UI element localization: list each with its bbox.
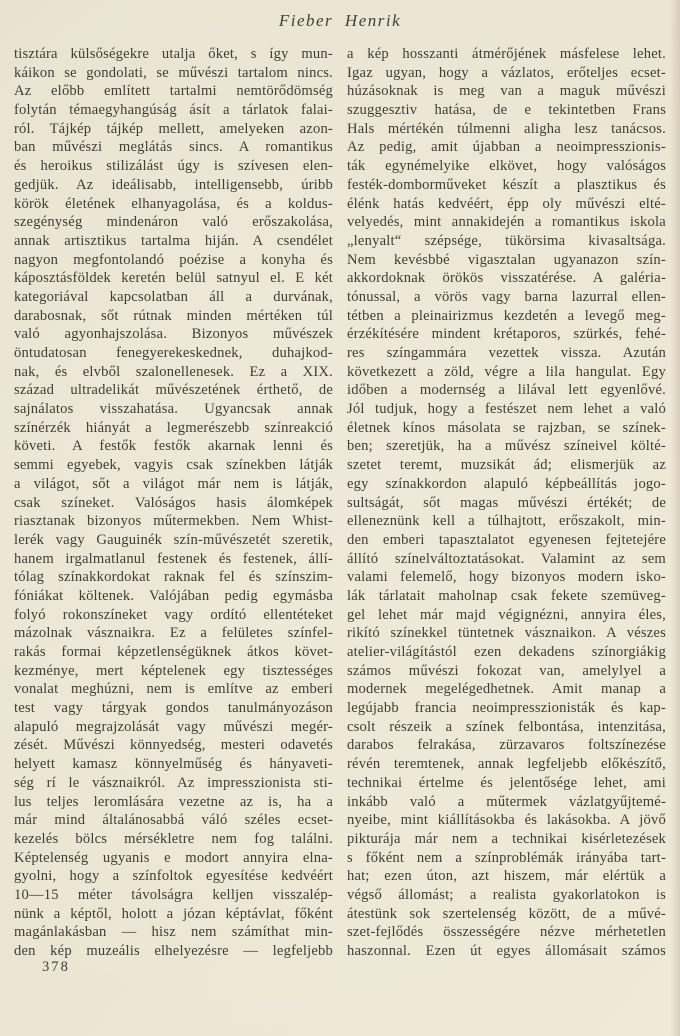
text-line: élénk hatás kedvéért, épp oly művészi elté- [347,195,666,212]
text-line: szet-fejlődés összességére nézve mérhetetlen [347,924,666,941]
text-line: folytán témaegyhangúság ásít a tárlatok falai- [14,102,333,119]
text-line: Hals mértékén túlmenni aligha lesz tanácsos. [347,120,666,137]
text-line: hat; ezen úton, azt hiszem, már elértük a [347,868,666,885]
text-line: haszonnal. Ezen út egyes állomásait számos [347,943,666,959]
text-line: életnek kínos másolata se rajzban, se színek- [347,419,666,436]
text-line: körök életének elhanyagolása, és a koldus- [14,195,333,212]
text-line: szegénység mindenáron való erőszakolása, [14,214,333,231]
text-line: egy színakkordon alapuló képbeállítás jogo- [347,475,666,492]
text-line: rakás formai képzetlenségüknek átkos követ- [14,644,333,660]
text-line: számos művészi fokozat van, amelylyel a [347,662,666,679]
text-line: atelier-világítástól ezen dekadens színorgiákig [347,644,666,660]
text-line: gyolni, hogy a színfoltok egyesítése kedvéért [14,868,333,885]
text-line: a kép hosszanti átmérőjének másfelese lehet. [347,46,666,62]
text-line: den emberi tapasztalatot egyenesen fejtetejére [347,531,666,548]
text-column-left [14,45,333,961]
text-line: darabos felrakása, zürzavaros foltszínezése [347,737,666,754]
text-line: lák tárlatait maholnap csak fekete szemüveg- [347,587,666,604]
text-line: 10—15 méter távolságra kelljen visszalép- [14,886,333,903]
text-line: nünk a képtől, holott a józan képtávlat, főként [14,905,333,922]
text-line: sajnálatos visszahatása. Ugyancsak annak [14,401,333,418]
text-line: res színgammára vezettek vissza. Azután [347,345,666,361]
text-line: Képtelenség ugyanis e modort annyira elna- [14,849,333,866]
text-line: tónussal, a vörös vagy barna lazurral ellen- [347,288,666,305]
text-line: helyett kamasz könnyelműség és hányaveti- [14,756,333,773]
text-line: annak artisztikus tartalma hiján. A csendélet [14,232,333,249]
text-line: ben; szeretjük, ha a művész színeivel költé- [347,438,666,455]
text-line: ról. Tájkép tájkép mellett, amelyeken azon- [14,120,333,137]
text-line: magánlakásban — hisz nem számíthat min- [14,924,333,941]
text-line: nyeibe, mint kiállításokba és lakásokba. A jövő [347,812,666,829]
text-line: révén teremtenek, annak legfeljebb előkészítő, [347,756,666,773]
text-line: állító színelváltoztatásokat. Valamint az sem [347,550,666,567]
text-line: pikturája már nem a technikai kisérletezések [347,830,666,847]
text-line: Igaz ugyan, hogy a vázlatos, erőteljes ecset- [347,64,666,81]
text-line: lerék vagy Gauguinék szín-művészetét szeretik, [14,531,333,548]
text-line: sultságát, sőt magas művészi értékét; de [347,494,666,511]
text-line: század ultradelikát művészetének érthető, de [14,382,333,399]
text-line: káposztásföldek keretén belül satnyul el. E két [14,270,333,287]
text-line: kategoriával kapcsolatban áll a durvának, [14,288,333,305]
text-line: legújabb francia neoimpresszionisták és kap- [347,700,666,717]
text-line: szuggesztiv hatása, de e tekintetben Frans [347,102,666,119]
text-line: nak, és elvből szalonellenesek. Ez a XIX. [14,363,333,380]
text-line: darabosnak, sőt rútnak minden mértéken túl [14,307,333,324]
text-line: velyedés, mint annakidején a romantikus iskola [347,214,666,231]
text-line: követi. A festők festők akarnak lenni és [14,438,333,455]
text-line: végső állomást; a realista gyakorlatokon is [347,886,666,903]
text-line: vonalat meghúzni, nem is említve az emberi [14,681,333,698]
text-line: fóniákat költenek. Valójában pedig egymásba [14,587,333,604]
text-line: semmi egyebek, vagyis csak színekben látják [14,457,333,474]
text-line: tisztára külsőségekre utalja őket, s így mun- [14,46,333,62]
text-line: kezelés bölcs mérsékletre nem fog találni. [14,830,333,847]
text-line: időben a modernség a lilával lett egyenlővé. [347,382,666,399]
text-line: hanem irgalmatlanul festenek és festenek, állí- [14,550,333,567]
text-line: a világot, sőt a világot már nem is látják, [14,475,333,492]
text-line: gel lehet már majd végignézni, annyira éles, [347,606,666,623]
text-line: s főként nem a színproblémák irányába tart- [347,849,666,866]
text-line: és heroikus stilizálást úgy is szívesen elen- [14,158,333,175]
text-line: szetet teremt, muzsikát ád; elismerjük az [347,457,666,474]
text-line: következett a zöld, végre a lila hangulat. Egy [347,363,666,380]
running-header: Fieber Henrik [278,11,402,30]
text-line: ség rí le vásznaikról. Az impresszionista sti- [14,774,333,791]
text-line: festék-domborműveket készít a plasztikus és [347,176,666,193]
text-line: átestünk sok szertelenség között, de a művé- [347,905,666,922]
text-line: mázolnak vásznaikra. Ez a felületes színfel- [14,625,333,642]
text-line: tétben a pleinairizmus kezdetén a levegő meg- [347,307,666,324]
text-line: elleneznünk kell a túlhajtott, erőszakolt, min- [347,513,666,530]
text-line: káikon se gondolati, se művészi tartalom nincs. [14,64,333,81]
text-line: Nem kevésbbé vigasztalan ugyanazon szín- [347,251,666,268]
text-line: színérzék hiányát a legmerészebb színreakció [14,419,333,436]
text-line: gedjük. Az ideálisabb, intelligensebb, úribb [14,176,333,193]
text-line: érzékítésére mindent krétaporos, szürkés, fehé- [347,326,666,343]
text-line: öntudatosan fenegyerekeskednek, duhajkod- [14,345,333,361]
text-line: zését. Művészi könnyedség, mesteri odavetés [14,737,333,754]
text-line: csak színeket. Valóságos hasis álomképek [14,494,333,511]
text-line: valami felemelő, hogy bizonyos modern isko- [347,569,666,586]
text-line: inkább való a műtermek vázlatgyűjtemé- [347,793,666,810]
text-column-right [347,45,666,961]
text-line: ban művészi meglátás sincs. A romantikus [14,139,333,156]
text-line: kezménye, mert képtelenek egy tisztességes [14,662,333,679]
text-line: való agyonhajszolása. Bizonyos művészek [14,326,333,343]
text-line: Az előbb említett tartalmi nemtörődömség [14,83,333,100]
text-line: ták egynémelyike elkövet, hogy valóságos [347,158,666,175]
page-number: 378 [42,959,70,975]
text-line: modernek megelégedhetnek. Amit manap a [347,681,666,698]
text-line: csolt részeik a színek felbontása, intenzitása, [347,718,666,735]
text-line: tólag színakkordokat raknak fel és színszim- [14,569,333,586]
text-line: nagyon megfontolandó poézise a konyha és [14,251,333,268]
text-line: rikító színekkel tüntetnek vásznaikon. A vészes [347,625,666,642]
text-line: riasztanak bizonyos műtermekben. Nem Whist- [14,513,333,530]
text-line: akkordoknak örökös visszatérése. A galéria- [347,270,666,287]
text-line: „lenyalt“ szépsége, tükörsima kivasaltsága. [347,232,666,249]
text-line: alapuló megrajzolását vagy művészi megér- [14,718,333,735]
text-line: Jól tudjuk, hogy a festészet nem lehet a való [347,401,666,418]
text-line: technikai értelme és jelentősége lehet, ami [347,774,666,791]
text-line: Az pedig, amit újabban a neoimpresszionis- [347,139,666,156]
text-line: folyó rokonszíneket vagy ordító ellentéteket [14,606,333,623]
text-line: húzásoknak is meg van a maguk művészi [347,83,666,100]
text-line: már mind általánosabbá váló széles ecset- [14,812,333,829]
text-line: lus teljes leromlására vezetne az is, ha a [14,793,333,810]
text-line: test vagy tárgyak gondos tanulmányozáson [14,700,333,717]
text-line: den kép muzeális elhelyezésre — legfeljebb [14,943,333,959]
